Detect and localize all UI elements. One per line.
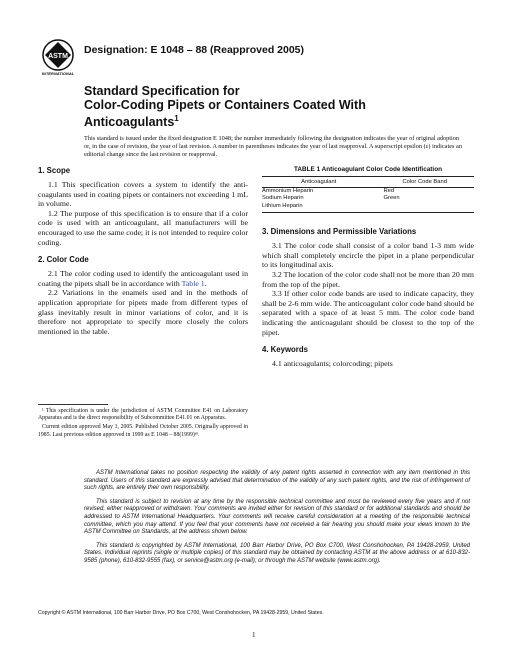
table-row <box>262 195 474 202</box>
patent-notice: ASTM International takes no position respecting the validity of any patent rights asserted in connection with any item mentioned in this standard. Users of this standard are expressly advised that determination of the validity of any such patent rights, and the risk of infringement of such rights, are entirely their own responsibility. <box>84 470 470 492</box>
table-cell-anticoagulant: Lithium Heparin <box>262 202 303 209</box>
column-header-color-code-band: Color Code Band <box>402 179 447 185</box>
keywords-heading: 4. Keywords <box>262 345 308 355</box>
footnote-2: Current edition approved May 1, 2005. Published October 2005. Originally approved in 1985. Last previous edition approved in 1999 as E 1048 – 88(1999)ᵉ¹. <box>38 424 248 438</box>
table-row <box>262 188 474 196</box>
color-code-heading: 2. Color Code <box>38 255 89 265</box>
revision-notice: This standard is subject to revision at any time by the responsible technical committee and must be reviewed every five years and if not revised, either reapproved or withdrawn. Your comments are invited either for revision of this standard or for additional standards and should be addressed to ASTM International Headquarters. Your comments will receive careful consideration at a meeting of the responsible technical committee, which you may attend. If you feel that your comments have not received a fair hearing you should make your views known to the ASTM Committee on Standards, at the address shown below. <box>84 498 470 536</box>
scope-section <box>38 166 248 247</box>
footer-copyright: Copyright © ASTM International, 100 Barr Harbor Drive, PO Box C700, West Conshohocken, PA 19428-2959, United States. <box>38 610 324 616</box>
scope-paragraph-1: 1.1 This specification covers a system to identify the anti-coagulants used in coating pipets or containers not exceeding 1 mL in volume. <box>38 180 248 209</box>
column-header-anticoagulant: Anticoagulant <box>301 179 337 185</box>
keywords-section <box>262 345 474 369</box>
scope-heading: 1. Scope <box>38 166 71 175</box>
keywords-paragraph: 4.1 anticoagulants; colorcoding; pipets <box>272 359 393 369</box>
anticoagulant-table <box>262 176 474 213</box>
dimensions-paragraph-3: 3.3 If other color code bands are used to indicate capacity, they shall be 2-6 mm wide. The anticoagulant color code band should be separated with a space of at least 5 mm. The color code band indicating the anticoagulant should be closest to the top of the pipet. <box>262 289 474 337</box>
table-1-link[interactable]: Table 1 <box>181 278 205 288</box>
color-code-paragraph-2: 2.2 Variations in the enamels used and in the methods of application appropriate for pipets made from different types of glass inevitably result in minor variations of color, and it is therefore not appropriate to specify more closely the colors mentioned in the table. <box>38 288 248 336</box>
page-title <box>84 84 484 129</box>
title-line-2: Color-Coding Pipets or Containers Coated With <box>84 98 366 112</box>
astm-logo <box>40 38 76 76</box>
footnote-divider <box>38 404 108 405</box>
color-code-paragraph-1: 2.1 The color coding used to identify the anticoagulant used in coating the pipets shall be in accordance with Table 1. <box>38 269 248 288</box>
notices <box>84 470 470 572</box>
title-line-3: Anticoagulants$^1$ <box>84 114 179 130</box>
table-1 <box>262 166 474 213</box>
dimensions-heading: 3. Dimensions and Permissible Variations <box>262 227 417 237</box>
scope-paragraph-2: 1.2 The purpose of this specification is to ensure that if a color code is used with an anticoagulant, all manufacturers will be encouraged to use the same code; it is not intended to require color coding. <box>38 208 248 247</box>
dimensions-paragraph-1: 3.1 The color code shall consist of a color band 1-3 mm wide which shall completely encircle the pipet in a plane perpendicular to its longitudinal axis. <box>262 241 474 270</box>
table-cell-color: Green <box>383 195 400 202</box>
table-row <box>262 203 474 213</box>
footnote-1: ¹ This specification is under the jurisdiction of ASTM Committee E41 on Laboratory Apparatus and is the direct responsibility of Subcommittee E41.01 on Apparatus. <box>38 408 248 422</box>
table-cell-color: Red <box>383 188 395 194</box>
table-cell-anticoagulant: Ammonium Heparin <box>262 188 314 194</box>
table-header-row <box>262 177 474 188</box>
table-1-caption: TABLE 1 Anticoagulant Color Code Identification <box>293 166 443 173</box>
svg-text:INTERNATIONAL: INTERNATIONAL <box>41 71 75 76</box>
table-cell-color <box>375 203 474 213</box>
right-column <box>262 166 474 377</box>
title-footnote-mark: 1 <box>174 114 179 123</box>
title-line-1: Standard Specification for <box>84 84 240 98</box>
dimensions-section <box>262 227 474 337</box>
table-cell-anticoagulant: Sodium Heparin <box>262 195 304 202</box>
issued-note: This standard is issued under the fixed designation E 1048; the number immediately following the designation indicates the year of original adoption or, in the case of revision, the year of last revision. A number in parentheses indicates the year of last reapproval. A superscript epsilon (ε) indicates an editorial change since the last revision or reapproval. <box>84 135 462 158</box>
left-column <box>38 166 248 344</box>
dimensions-paragraph-2: 3.2 The location of the color code shall not be more than 20 mm from the top of the pipet. <box>262 270 474 289</box>
footnotes <box>38 408 248 441</box>
svg-text:ASTM: ASTM <box>48 53 68 60</box>
page-number: 1 <box>252 631 256 639</box>
color-code-section <box>38 255 248 336</box>
designation: Designation: E 1048 – 88 (Reapproved 2005) <box>84 44 305 56</box>
copyright-notice: This standard is copyrighted by ASTM International, 100 Barr Harbor Drive, PO Box C700, West Conshohocken, PA 19428-2959, United States. Individual reprints (single or multiple copies) of this standard may be obtained by contacting ASTM at the above address or at 610-832-9585 (phone), 610-832-9555 (fax), or service@astm.org (e-mail); or through the ASTM website (www.astm.org). <box>84 542 470 564</box>
